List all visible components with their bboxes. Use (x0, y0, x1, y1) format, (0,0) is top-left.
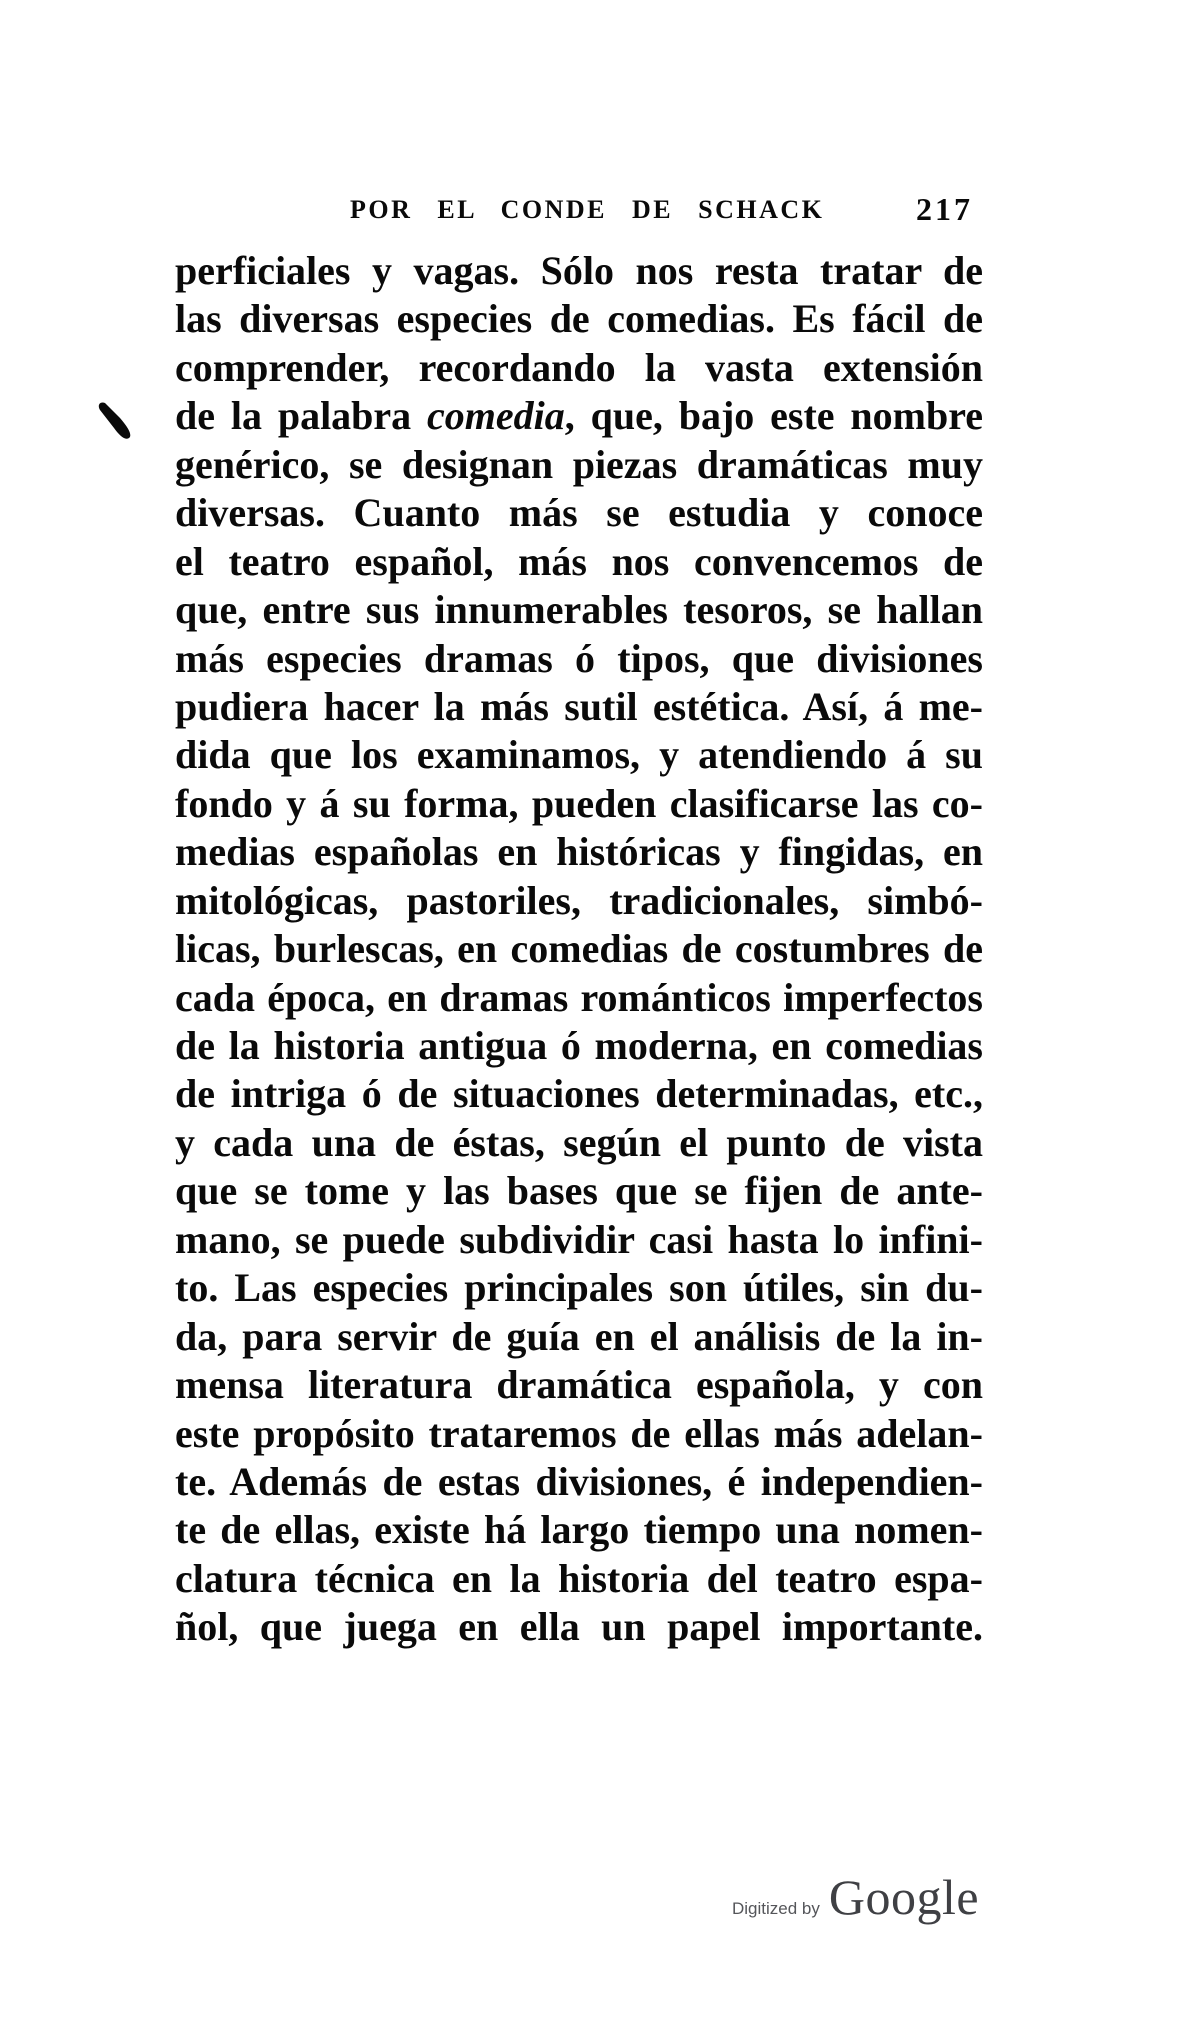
text-line: to. Las especies principales son útiles, sin du- (175, 1265, 983, 1311)
text-line: da, para servir de guía en el análisis de la in- (175, 1313, 983, 1359)
text-line: perficiales y vagas. Sólo nos resta tratar de (175, 248, 983, 293)
text-line: más especies dramas ó tipos, que divisiones (175, 635, 983, 681)
text-line: ñol, que juega en ella un papel importante. (175, 1604, 983, 1650)
google-logo: Google (828, 1869, 980, 1925)
text-line: mensa literatura dramática española, y con (175, 1362, 983, 1408)
body-text (175, 247, 983, 1652)
text-line: que se tome y las bases que se fijen de ante- (175, 1168, 983, 1214)
text-line: te. Además de estas divisiones, é independien- (175, 1458, 983, 1504)
text-line: y cada una de éstas, según el punto de vista (175, 1119, 983, 1165)
watermark (732, 1868, 979, 1926)
text-line: mano, se puede subdividir casi hasta lo infini- (175, 1216, 983, 1262)
text-line: te de ellas, existe há largo tiempo una nomen- (175, 1507, 983, 1553)
text-line: fondo y á su forma, pueden clasificarse las co- (175, 780, 983, 826)
text-line: de la historia antigua ó moderna, en comedias (175, 1023, 983, 1068)
text-line: cada época, en dramas románticos imperfectos (175, 974, 983, 1020)
text-line: licas, burlescas, en comedias de costumbres de (175, 926, 983, 972)
text-line: mitológicas, pastoriles, tradicionales, simbó- (175, 877, 983, 923)
text-line: clatura técnica en la historia del teatro espa- (175, 1555, 983, 1601)
text-line: de la palabra comedia, que, bajo este nombre (175, 393, 983, 439)
text-line: que, entre sus innumerables tesoros, se hallan (175, 587, 983, 633)
text-line: dida que los examinamos, y atendiendo á su (175, 732, 983, 778)
text-line: comprender, recordando la vasta extensión (175, 344, 983, 390)
text-line: medias españolas en históricas y fingidas, en (175, 829, 983, 875)
page-number: 217 (916, 191, 973, 227)
digitized-by-label: Digitized by (732, 1899, 820, 1918)
text-line: este propósito trataremos de ellas más adelan- (175, 1410, 983, 1456)
text-line: diversas. Cuanto más se estudia y conoce (175, 490, 983, 536)
running-header-title: POR EL CONDE DE SCHACK (350, 195, 825, 224)
margin-ink-mark-icon (97, 402, 133, 448)
text-line: genérico, se designan piezas dramáticas muy (175, 441, 983, 487)
text-line: de intriga ó de situaciones determinadas, etc., (175, 1071, 983, 1117)
text-line: pudiera hacer la más sutil estética. Así, á me- (175, 683, 983, 729)
text-line: las diversas especies de comedias. Es fácil de (175, 296, 983, 342)
text-line: el teatro español, más nos convencemos de (175, 538, 983, 584)
